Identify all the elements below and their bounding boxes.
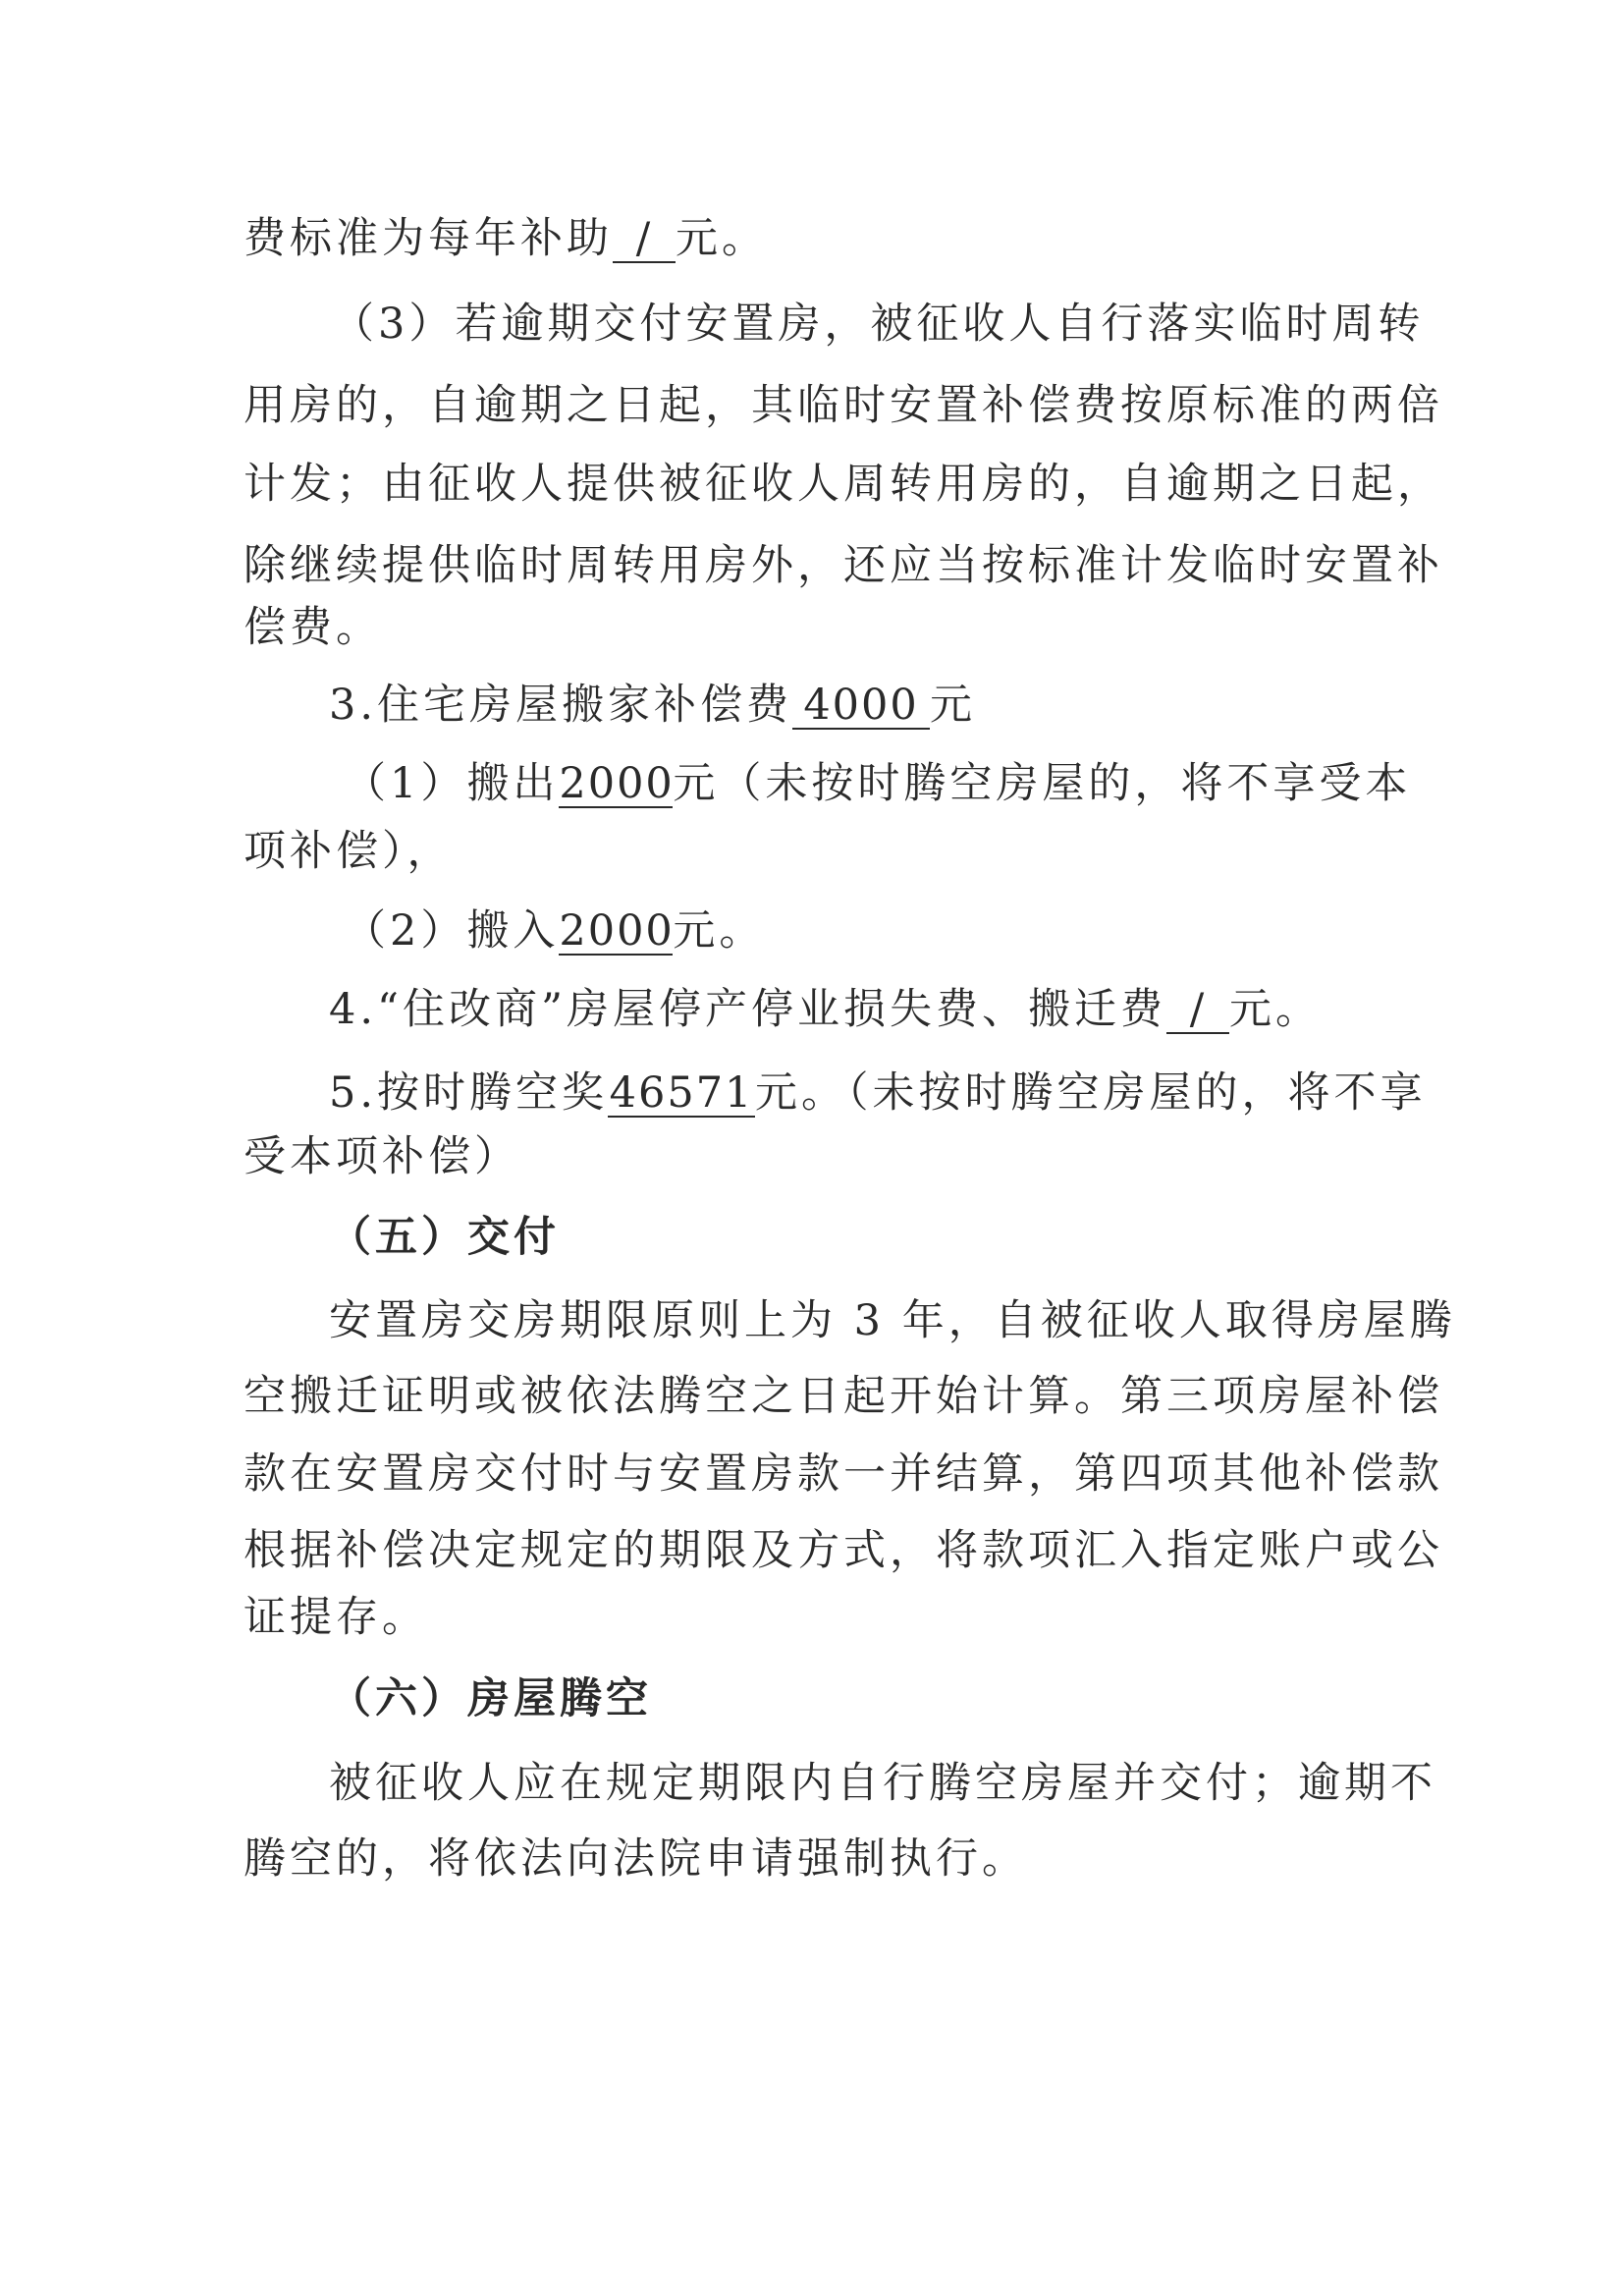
- filled-blank-value: 46571: [609, 1068, 754, 1118]
- text-segment: （六）房屋腾空: [329, 1674, 652, 1723]
- text-line: [329, 676, 1532, 735]
- text-segment: 证提存。: [243, 1593, 428, 1642]
- filled-blank-value: /: [1166, 987, 1229, 1034]
- text-line: [329, 1064, 1532, 1122]
- text-segment: 腾空的，将依法向法院申请强制执行。: [243, 1834, 1028, 1884]
- text-line: [329, 1291, 1532, 1350]
- text-segment: 元。: [1229, 985, 1322, 1034]
- text-segment: （3）若逾期交付安置房，被征收人自行落实临时周转: [332, 300, 1425, 349]
- text-segment: 元。: [673, 906, 766, 956]
- text-line: [243, 376, 1532, 435]
- text-segment: 元（未按时腾空房屋的，将不享受本: [673, 759, 1412, 808]
- text-segment: 款在安置房交付时与安置房款一并结算，第四项其他补偿款: [243, 1449, 1443, 1499]
- text-segment: 计发；由征收人提供被征收人周转用房的，自逾期之日起，: [243, 460, 1443, 509]
- text-segment: （五）交付: [329, 1213, 560, 1262]
- text-segment: 4.“住改商”房屋停产停业损失费、搬迁费: [329, 985, 1166, 1034]
- text-line: [243, 822, 1532, 881]
- section-heading: [329, 1669, 1532, 1728]
- text-line: [243, 1588, 1532, 1647]
- text-line: [243, 455, 1532, 514]
- text-line: [243, 536, 1532, 595]
- text-segment: 用房的，自逾期之日起，其临时安置补偿费按原标准的两倍: [243, 381, 1443, 430]
- filled-blank-value: /: [613, 216, 676, 263]
- text-segment: 3.住宅房屋搬家补偿费: [329, 681, 793, 730]
- text-line: [329, 1754, 1532, 1813]
- text-line: [243, 1127, 1532, 1186]
- text-segment: 偿费。: [243, 603, 382, 652]
- text-segment: 安置房交房期限原则上为 3 年，自被征收人取得房屋腾: [329, 1296, 1456, 1345]
- text-segment: （1）搬出: [344, 759, 560, 808]
- text-segment: 元。（未按时腾空房屋的，将不享: [755, 1068, 1427, 1118]
- text-segment: 5.按时腾空奖: [329, 1068, 609, 1118]
- text-segment: 根据补偿决定规定的期限及方式，将款项汇入指定账户或公: [243, 1526, 1443, 1575]
- text-segment: 除继续提供临时周转用房外，还应当按标准计发临时安置补: [243, 541, 1443, 590]
- filled-blank-value: 2000: [559, 759, 675, 808]
- text-segment: 被征收人应在规定期限内自行腾空房屋并交付；逾期不: [329, 1759, 1436, 1808]
- text-segment: 项补偿），: [243, 827, 454, 876]
- text-line: [332, 295, 1532, 354]
- text-line: [329, 980, 1532, 1039]
- text-segment: 空搬迁证明或被依法腾空之日起开始计算。第三项房屋补偿: [243, 1372, 1443, 1421]
- text-line: [344, 902, 1532, 960]
- text-line: [243, 1367, 1532, 1426]
- text-segment: 元: [930, 681, 977, 730]
- filled-blank-value: 2000: [559, 906, 675, 956]
- text-segment: 受本项补偿）: [243, 1132, 520, 1181]
- text-line: [243, 598, 1532, 657]
- text-segment: 元。: [676, 214, 768, 263]
- text-segment: （2）搬入: [344, 906, 560, 956]
- text-line: [243, 1521, 1532, 1580]
- section-heading: [329, 1208, 1532, 1267]
- text-segment: 费标准为每年补助: [243, 214, 613, 263]
- text-line: [243, 1830, 1532, 1888]
- text-line: [243, 1445, 1532, 1503]
- filled-blank-value: 4000: [792, 683, 930, 730]
- text-line: [344, 754, 1532, 813]
- text-line: [243, 209, 1532, 268]
